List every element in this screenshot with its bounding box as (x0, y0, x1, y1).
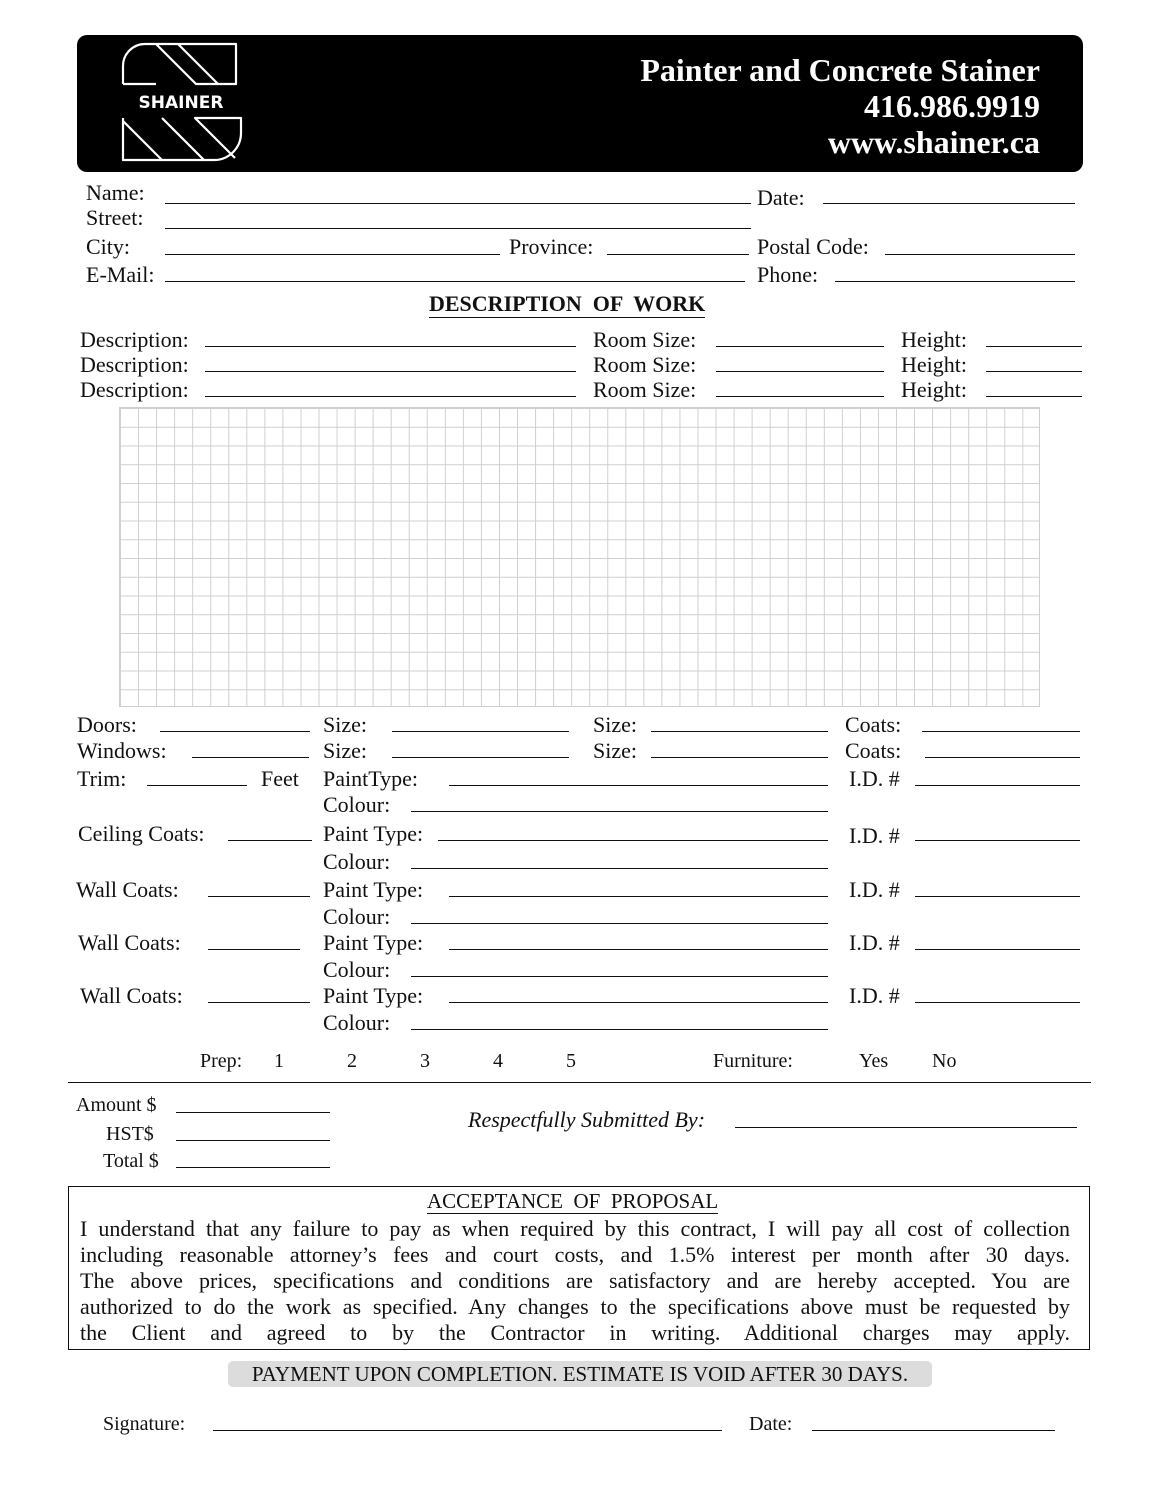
description-field-2[interactable] (205, 371, 576, 372)
section-divider (68, 1082, 1091, 1083)
wall-id-field-2[interactable] (915, 949, 1080, 950)
ceiling-colour-field[interactable] (411, 868, 828, 869)
trim-paint-type-field[interactable] (449, 785, 828, 786)
ceiling-coats-label: Ceiling Coats: (78, 821, 205, 846)
wall-paint-type-field-3[interactable] (449, 1002, 828, 1003)
city-field[interactable] (165, 254, 500, 255)
wall-paint-type-label-2: Paint Type: (323, 930, 424, 955)
payment-note: PAYMENT UPON COMPLETION. ESTIMATE IS VOID AFTER 30 DAYS. (228, 1361, 932, 1387)
trim-colour-field[interactable] (411, 811, 828, 812)
signature-field[interactable] (213, 1430, 722, 1431)
trim-feet-label: Feet (261, 766, 299, 791)
windows-field[interactable] (192, 757, 309, 758)
height-label-1: Height: (901, 327, 967, 352)
company-phone: 416.986.9919 (864, 88, 1040, 124)
trim-id-field[interactable] (915, 785, 1080, 786)
acceptance-line-3: The above prices, specifications and conditions are satisfactory and are hereby accepted. You are (80, 1268, 1070, 1293)
doors-size-field-1[interactable] (392, 731, 569, 732)
total-label: Total $ (103, 1150, 159, 1172)
room-size-label-2: Room Size: (593, 352, 697, 377)
ceiling-id-label: I.D. # (849, 823, 900, 848)
signature-date-label: Date: (749, 1413, 793, 1435)
trim-id-label: I.D. # (849, 766, 900, 791)
doors-coats-label: Coats: (845, 712, 902, 737)
hst-field[interactable] (176, 1140, 330, 1141)
wall-coats-field-3[interactable] (208, 1002, 310, 1003)
windows-size-label-2: Size: (593, 738, 637, 763)
street-field[interactable] (165, 228, 751, 229)
phone-label: Phone: (757, 262, 819, 287)
wall-colour-field-1[interactable] (411, 923, 828, 924)
total-field[interactable] (176, 1167, 330, 1168)
doors-label: Doors: (77, 712, 137, 737)
windows-label: Windows: (77, 738, 167, 763)
postal-code-label: Postal Code: (757, 234, 869, 259)
description-of-work-heading: DESCRIPTION OF WORK (429, 291, 706, 316)
company-website: www.shainer.ca (827, 124, 1040, 160)
acceptance-line-4: authorized to do the work as specified. Any changes to the specifications above must be requested by (80, 1294, 1070, 1319)
description-label-3: Description: (80, 377, 189, 402)
trim-paint-type-label: PaintType: (323, 766, 419, 791)
description-field-1[interactable] (205, 346, 576, 347)
room-size-label-1: Room Size: (593, 327, 697, 352)
acceptance-line-2: including reasonable attorney’s fees and court costs, and 1.5% interest per month after 30 days. (80, 1242, 1070, 1267)
wall-coats-label-2: Wall Coats: (78, 930, 181, 955)
hst-label: HST$ (106, 1123, 154, 1145)
doors-size-field-2[interactable] (651, 731, 828, 732)
wall-id-label-1: I.D. # (849, 877, 900, 902)
wall-id-field-1[interactable] (915, 896, 1080, 897)
name-field[interactable] (165, 203, 751, 204)
ceiling-paint-type-label: Paint Type: (323, 821, 424, 846)
ceiling-id-field[interactable] (915, 840, 1080, 841)
height-field-1[interactable] (986, 346, 1082, 347)
province-field[interactable] (607, 254, 749, 255)
wall-colour-label-2: Colour: (323, 957, 391, 982)
windows-size-field-1[interactable] (392, 757, 569, 758)
date-label: Date: (757, 185, 805, 210)
ceiling-coats-field[interactable] (228, 840, 312, 841)
amount-label: Amount $ (76, 1094, 157, 1116)
windows-size-label-1: Size: (323, 738, 367, 763)
email-field[interactable] (165, 281, 745, 282)
trim-colour-label: Colour: (323, 792, 391, 817)
logo-brand-text: SHAINER (138, 93, 224, 113)
doors-field[interactable] (160, 731, 310, 732)
prep-option-4[interactable]: 4 (493, 1050, 503, 1072)
doors-size-label-2: Size: (593, 712, 637, 737)
sketch-grid[interactable] (119, 407, 1040, 707)
windows-coats-field[interactable] (925, 757, 1080, 758)
furniture-label: Furniture: (713, 1050, 793, 1072)
wall-id-label-3: I.D. # (849, 983, 900, 1008)
postal-code-field[interactable] (885, 254, 1075, 255)
room-size-field-1[interactable] (716, 346, 884, 347)
furniture-no-option[interactable]: No (932, 1050, 957, 1072)
wall-coats-field-1[interactable] (208, 896, 310, 897)
wall-coats-field-2[interactable] (208, 949, 300, 950)
wall-coats-label-1: Wall Coats: (76, 877, 179, 902)
height-label-3: Height: (901, 377, 967, 402)
submitted-by-label: Respectfully Submitted By: (468, 1107, 706, 1132)
furniture-yes-option[interactable]: Yes (859, 1050, 889, 1072)
province-label: Province: (509, 234, 594, 259)
wall-paint-type-field-2[interactable] (449, 949, 828, 950)
wall-paint-type-label-3: Paint Type: (323, 983, 424, 1008)
prep-option-3[interactable]: 3 (420, 1050, 430, 1072)
wall-id-label-2: I.D. # (849, 930, 900, 955)
wall-id-field-3[interactable] (915, 1002, 1080, 1003)
wall-paint-type-field-1[interactable] (449, 896, 828, 897)
amount-field[interactable] (176, 1112, 330, 1113)
signature-label: Signature: (103, 1413, 186, 1435)
prep-label: Prep: (200, 1050, 243, 1072)
prep-option-5[interactable]: 5 (566, 1050, 576, 1072)
wall-colour-field-3[interactable] (411, 1029, 828, 1030)
description-field-3[interactable] (205, 396, 576, 397)
description-label-1: Description: (80, 327, 189, 352)
acceptance-heading: ACCEPTANCE OF PROPOSAL (427, 1189, 719, 1213)
acceptance-line-5: the Client and agreed to by the Contractor in writing. Additional charges may apply. (80, 1320, 1070, 1345)
date-field[interactable] (823, 203, 1075, 204)
prep-option-2[interactable]: 2 (347, 1050, 357, 1072)
ceiling-paint-type-field[interactable] (438, 840, 828, 841)
doors-size-label-1: Size: (323, 712, 367, 737)
shainer-logo (118, 42, 248, 167)
wall-colour-label-3: Colour: (323, 1010, 391, 1035)
city-label: City: (86, 234, 131, 259)
name-label: Name: (86, 180, 145, 205)
company-title: Painter and Concrete Stainer (640, 52, 1040, 88)
ceiling-colour-label: Colour: (323, 849, 391, 874)
trim-label: Trim: (77, 766, 127, 791)
submitted-by-field[interactable] (735, 1127, 1077, 1128)
description-label-2: Description: (80, 352, 189, 377)
room-size-field-2[interactable] (716, 371, 884, 372)
wall-colour-label-1: Colour: (323, 904, 391, 929)
signature-date-field[interactable] (812, 1430, 1055, 1431)
windows-size-field-2[interactable] (651, 757, 828, 758)
phone-field[interactable] (835, 281, 1075, 282)
wall-colour-field-2[interactable] (411, 976, 828, 977)
street-label: Street: (86, 205, 144, 230)
email-label: E-Mail: (86, 262, 155, 287)
acceptance-line-1: I understand that any failure to pay as when required by this contract, I will pay all cost of collection (80, 1216, 1070, 1241)
height-field-3[interactable] (986, 396, 1082, 397)
wall-paint-type-label-1: Paint Type: (323, 877, 424, 902)
room-size-field-3[interactable] (716, 396, 884, 397)
doors-coats-field[interactable] (922, 731, 1080, 732)
room-size-label-3: Room Size: (593, 377, 697, 402)
height-label-2: Height: (901, 352, 967, 377)
trim-field[interactable] (147, 785, 247, 786)
wall-coats-label-3: Wall Coats: (80, 983, 183, 1008)
prep-option-1[interactable]: 1 (274, 1050, 284, 1072)
windows-coats-label: Coats: (845, 738, 902, 763)
height-field-2[interactable] (986, 371, 1082, 372)
